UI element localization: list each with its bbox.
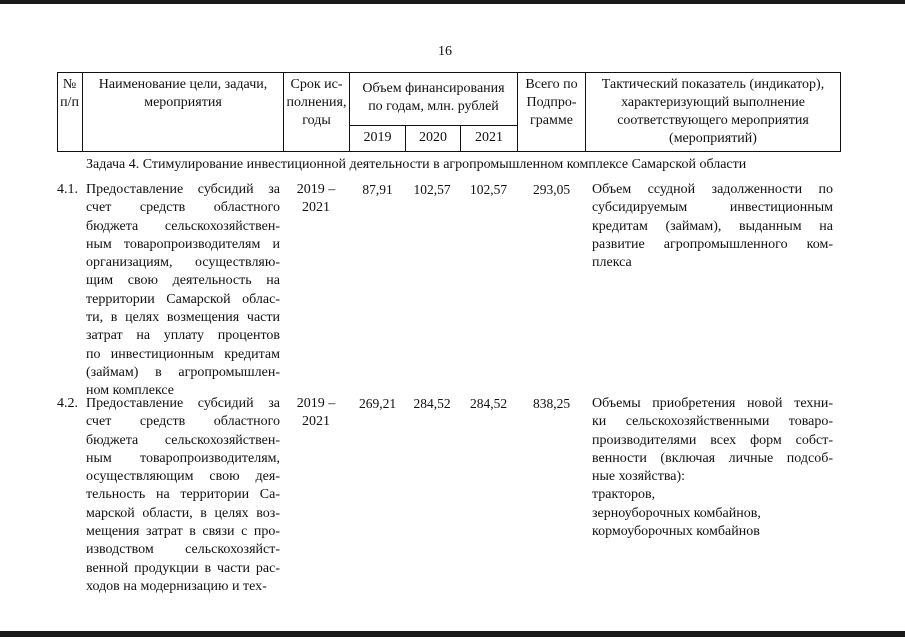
text-line: счет средств областного: [86, 200, 280, 216]
header-volume: Объем финансирования по годам, млн. рублей: [362, 81, 505, 114]
text-line: бюджета сельскохозяйствен-: [86, 218, 280, 234]
row-4-2-indicator: [592, 395, 833, 541]
row-4-1-term: 2019 – 2021: [296, 182, 336, 216]
row-4-1-value-2020: 102,57: [413, 182, 451, 197]
text-line: субсидируемым инвестиционным: [592, 200, 833, 216]
text-line: венной продукции в части рас-: [86, 560, 280, 576]
row-4-2-name: [86, 395, 280, 596]
text-line: ки сельскохозяйственными товаро-: [592, 414, 833, 430]
text-line: Предоставление субсидий за: [86, 182, 280, 197]
header-year-2020: 2020: [419, 130, 447, 145]
text-line: осуществляющим свою дея-: [86, 469, 280, 485]
text-line: Предоставление субсидий за: [86, 396, 280, 411]
row-4-1-value-2019: 87,91: [362, 182, 393, 197]
row-4-1-number: 4.1.: [57, 182, 78, 197]
text-line: ходов на модернизацию и тех-: [86, 578, 267, 594]
table-bottom-line: [57, 151, 841, 152]
text-line: ным товаропроизводителям и: [86, 236, 280, 252]
row-4-2-number: 4.2.: [57, 396, 78, 411]
text-line: тельность на территории Са-: [86, 487, 280, 503]
row-4-1-value-2021: 102,57: [469, 182, 508, 197]
col-line-8: [840, 72, 841, 152]
header-year-2019: 2019: [363, 130, 392, 145]
row-4-1-indicator: [592, 181, 833, 272]
text-line: территории Самарской облас-: [86, 291, 280, 307]
row-4-2-value-2021: 284,52: [469, 396, 508, 411]
bottom-border: [0, 631, 905, 637]
text-line: организациям, осуществляю-: [86, 255, 280, 271]
header-num: № п/п: [60, 77, 79, 110]
text-line: изводством сельскохозяйст-: [86, 542, 280, 558]
page-number: 16: [438, 44, 452, 59]
text-line: Объем ссудной задолженности по: [592, 182, 833, 197]
text-line: затрат на уплату процентов: [86, 328, 280, 344]
text-line: бюджета сельскохозяйствен-: [86, 432, 280, 448]
row-4-1-total: 293,05: [532, 182, 571, 197]
text-line: ным товаропроизводителям,: [86, 450, 280, 466]
header-total: Всего по Подпро- грамме: [525, 77, 578, 128]
row-4-2-value-2019: 269,21: [358, 396, 397, 411]
text-line: тракторов,: [592, 487, 656, 503]
text-line: мещения затрат в связи с про-: [86, 524, 280, 540]
header-name: Наименование цели, задачи, мероприятия: [98, 77, 268, 110]
top-border: [0, 0, 905, 4]
text-line: ном комплексе: [86, 383, 175, 399]
text-line: ные хозяйства):: [592, 469, 686, 485]
header-indicator: Тактический показатель (индикатор), характеризующий выполнение соответствующего мероприятия (мероприятий): [601, 77, 825, 146]
task-title: Задача 4. Стимулирование инвестиционной деятельности в агропромышленном комплексе Самарской области: [86, 157, 747, 172]
row-4-2-term: 2019 – 2021: [296, 396, 336, 430]
text-line: ти, в целях возмещения части: [86, 310, 280, 326]
text-line: щим свою деятельность на: [86, 273, 280, 289]
text-line: марской области, в целях воз-: [86, 505, 280, 521]
years-divider-line: [349, 125, 517, 126]
text-line: развитие агропромышленного ком-: [592, 236, 833, 252]
text-line: венности (включая личные подсоб-: [592, 450, 833, 466]
text-line: производителями всех форм собст-: [592, 432, 833, 448]
text-line: плекса: [592, 255, 632, 271]
table-top-line: [57, 72, 841, 73]
row-4-1-name: [86, 181, 280, 401]
text-line: Объемы приобретения новой техни-: [592, 396, 833, 411]
text-line: кормоуборочных комбайнов: [592, 524, 760, 540]
text-line: кредитам (займам), выданным на: [592, 218, 833, 234]
header-term: Срок ис- полнения, годы: [286, 77, 347, 128]
header-year-2021: 2021: [475, 130, 503, 145]
text-line: по инвестиционным кредитам: [86, 346, 280, 362]
row-4-2-total: 838,25: [532, 396, 571, 411]
text-line: (займам) в агропромышлен-: [86, 364, 280, 380]
text-line: счет средств областного: [86, 414, 280, 430]
row-4-2-value-2020: 284,52: [413, 396, 451, 411]
text-line: зерноуборочных комбайнов,: [592, 505, 761, 521]
